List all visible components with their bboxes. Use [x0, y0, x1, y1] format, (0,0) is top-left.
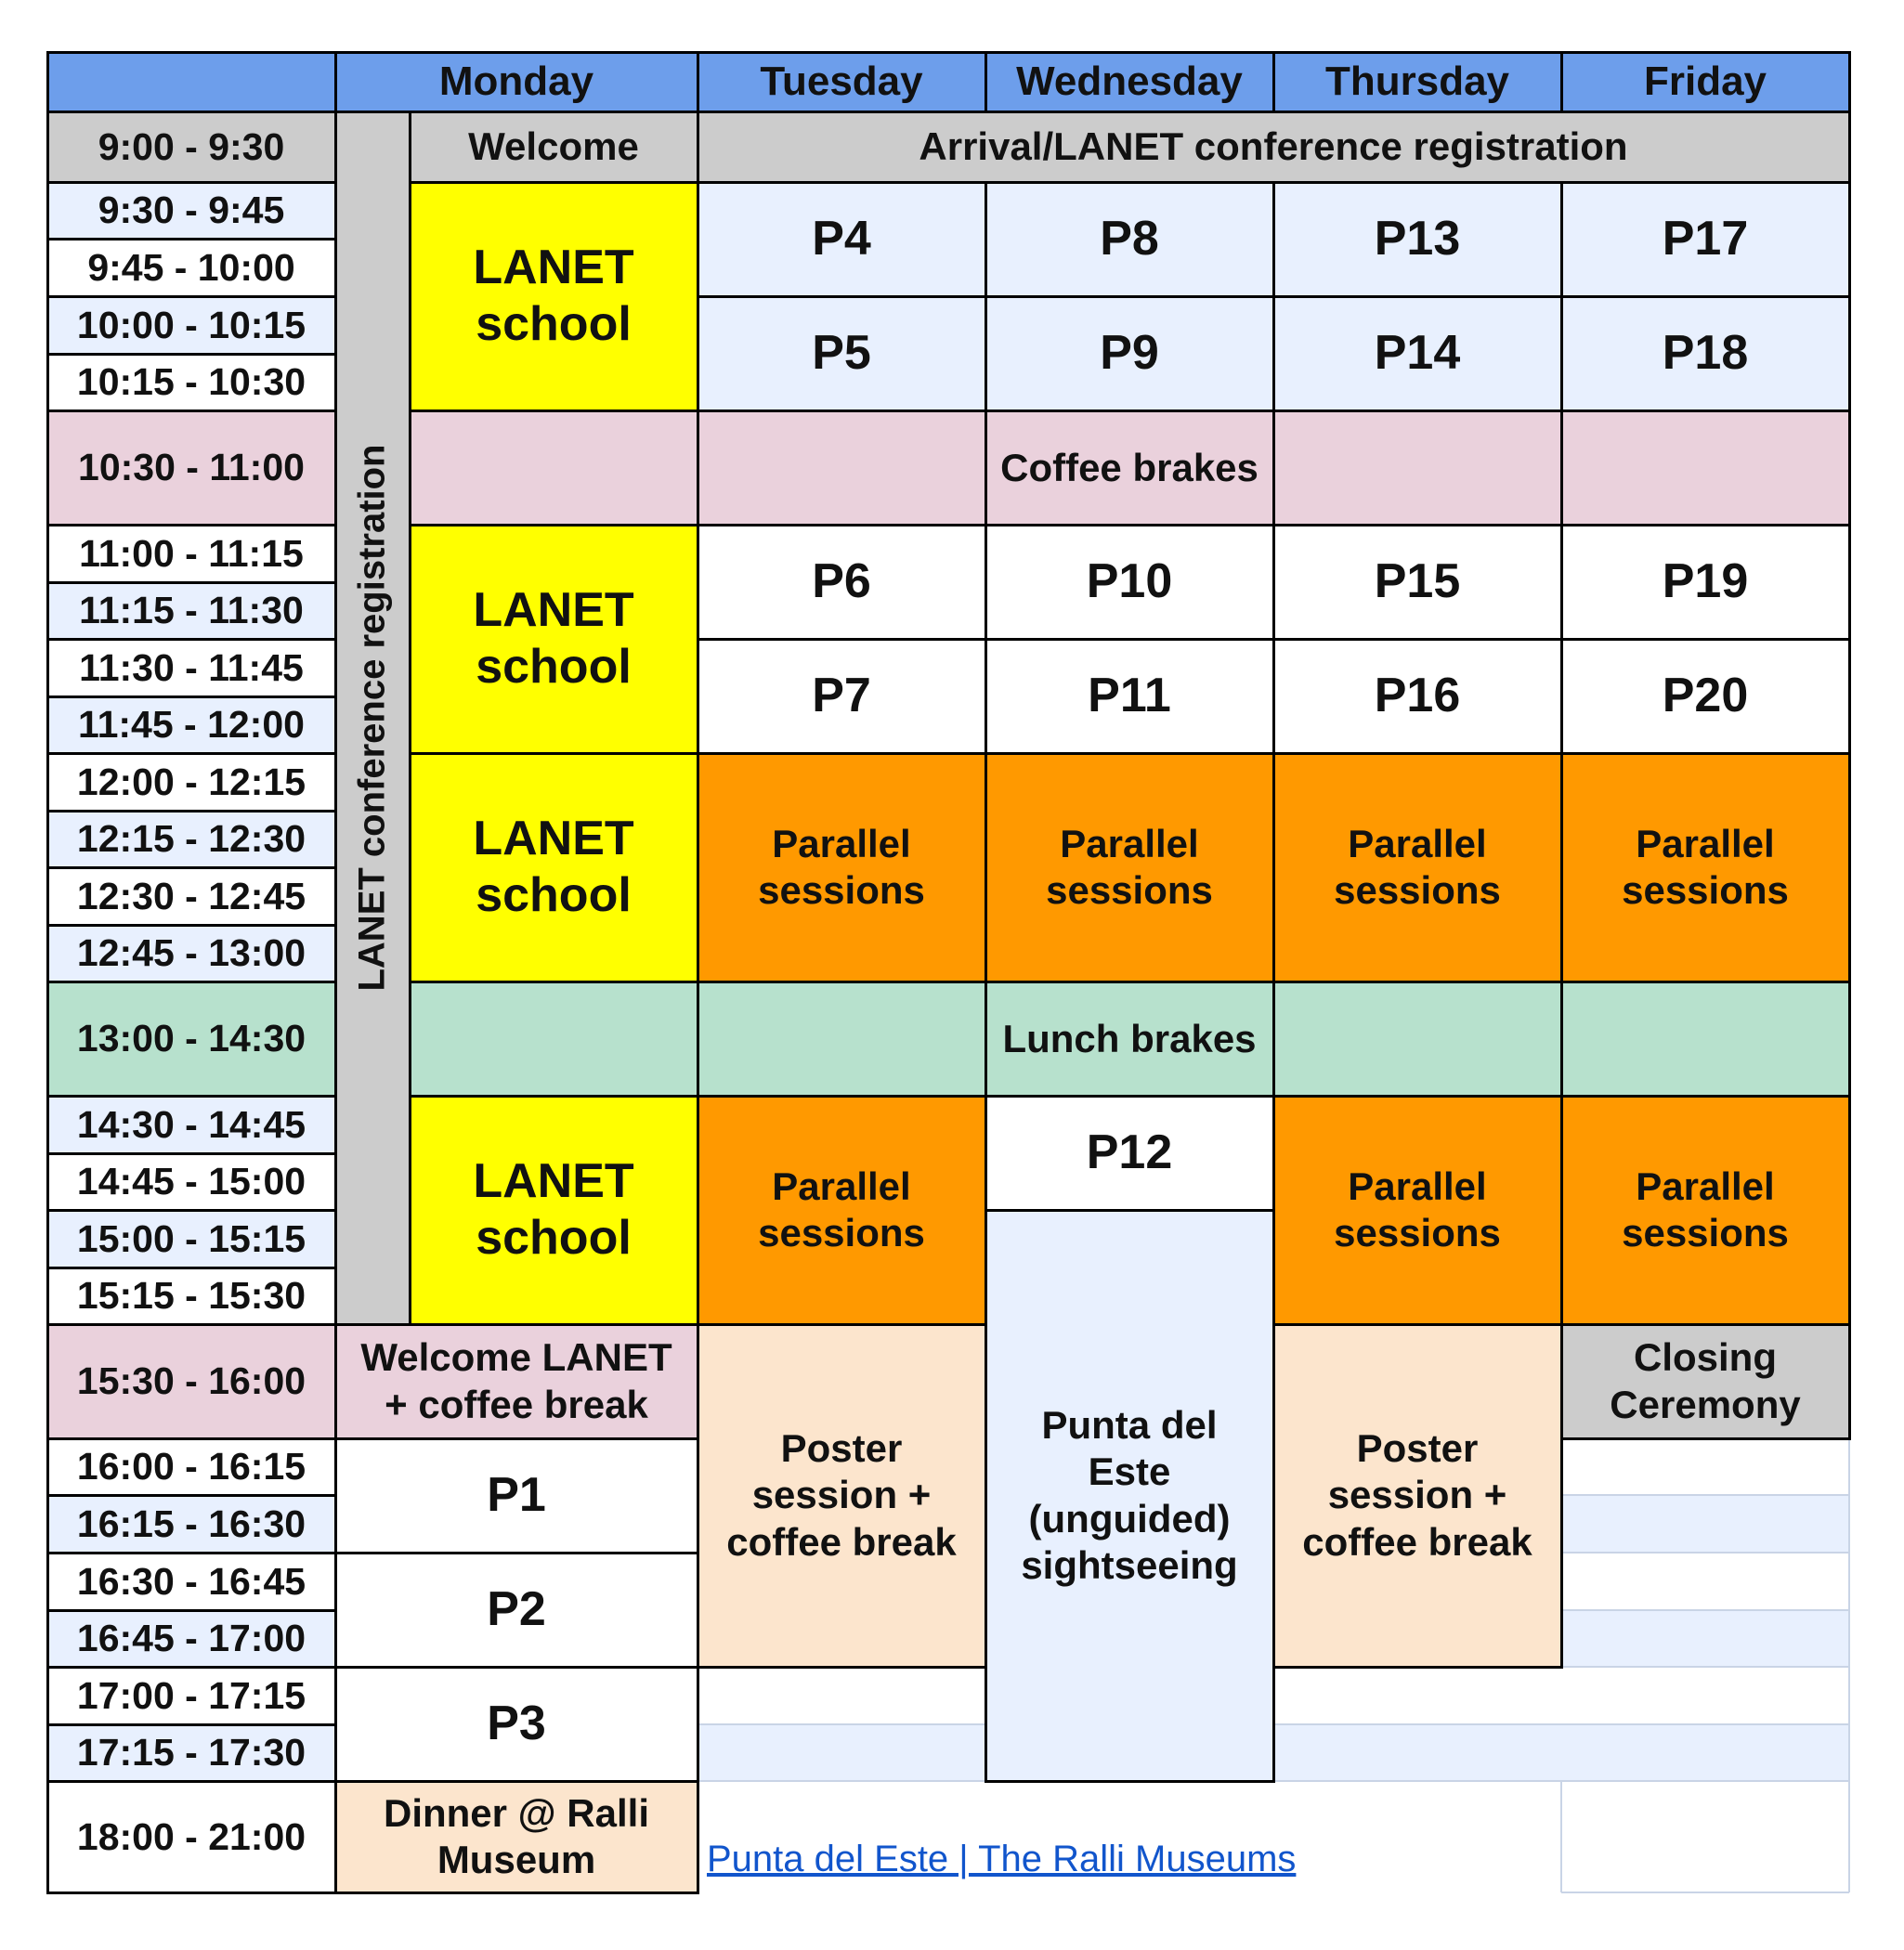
ralli-museum-link[interactable]: Punta del Este | The Ralli Museums — [707, 1838, 1297, 1879]
coffee-break-banner: Coffee brakes — [410, 410, 1849, 525]
grid-line — [46, 638, 337, 641]
grid-line — [46, 1323, 337, 1326]
time-slot: 9:45 - 10:00 — [47, 239, 335, 296]
time-slot: 16:15 - 16:30 — [47, 1495, 335, 1553]
time-slot: 16:30 - 16:45 — [47, 1553, 335, 1610]
grid-line — [334, 1437, 699, 1440]
welcome-lanet-coffee: Welcome LANET + coffee break — [335, 1324, 698, 1438]
lanet-school-block: LANET school — [410, 525, 698, 753]
session-p11: P11 — [985, 639, 1273, 753]
session-p12: P12 — [985, 1096, 1273, 1210]
session-p19: P19 — [1561, 525, 1849, 639]
grid-line — [334, 1552, 699, 1554]
time-slot: 12:15 - 12:30 — [47, 811, 335, 867]
time-slot: 11:30 - 11:45 — [47, 639, 335, 696]
grid-line — [46, 1892, 337, 1894]
empty-cell — [1561, 1553, 1849, 1610]
session-p17: P17 — [1561, 182, 1849, 296]
parallel-sessions-tuesday: Parallel sessions — [698, 753, 985, 982]
time-slot: 9:30 - 9:45 — [47, 182, 335, 239]
grid-line-light — [698, 1780, 985, 1782]
grid-line-light — [1848, 1438, 1850, 1892]
time-slot: 14:45 - 15:00 — [47, 1153, 335, 1210]
time-slot: 13:00 - 14:30 — [47, 982, 335, 1096]
grid-line — [1272, 51, 1275, 113]
grid-line — [697, 1666, 987, 1669]
grid-line — [46, 238, 337, 240]
grid-line — [409, 981, 1851, 983]
session-p2: P2 — [335, 1553, 698, 1667]
grid-line — [985, 1780, 1275, 1783]
grid-line-light — [1561, 1892, 1849, 1893]
session-p8: P8 — [985, 182, 1273, 296]
grid-line — [46, 524, 337, 526]
poster-session-tuesday: Poster session + coffee break — [698, 1324, 985, 1667]
grid-line — [46, 1152, 337, 1155]
grid-line — [409, 752, 1851, 755]
time-slot: 11:45 - 12:00 — [47, 696, 335, 753]
welcome-cell: Welcome — [410, 111, 698, 182]
sightseeing-block: Punta del Este (unguided) sightseeing — [985, 1210, 1273, 1781]
time-slot: 18:00 - 21:00 — [47, 1781, 335, 1892]
grid-line — [985, 51, 987, 113]
time-slot: 14:30 - 14:45 — [47, 1096, 335, 1153]
grid-line-light — [1561, 1780, 1849, 1782]
arrival-registration-banner: Arrival/LANET conference registration — [698, 111, 1849, 182]
session-p13: P13 — [1273, 182, 1561, 296]
grid-line — [46, 1267, 337, 1269]
empty-cell — [1273, 1667, 1561, 1724]
grid-line — [334, 1666, 699, 1669]
grid-line — [409, 524, 1851, 526]
grid-line — [1272, 181, 1275, 1783]
grid-line — [1272, 1666, 1563, 1669]
lanet-school-block: LANET school — [410, 1096, 698, 1324]
grid-line — [334, 1892, 699, 1894]
time-slot: 15:00 - 15:15 — [47, 1210, 335, 1268]
day-header-tuesday: Tuesday — [698, 52, 985, 111]
session-p16: P16 — [1273, 639, 1561, 753]
session-p10: P10 — [985, 525, 1273, 639]
session-p3: P3 — [335, 1667, 698, 1781]
grid-line-light — [698, 1723, 985, 1725]
grid-line — [334, 51, 337, 1894]
grid-line — [46, 810, 337, 812]
time-slot: 11:00 - 11:15 — [47, 525, 335, 582]
grid-line-light — [1561, 1494, 1849, 1496]
grid-line-light — [1561, 1552, 1849, 1554]
grid-line — [46, 1095, 337, 1098]
session-p7: P7 — [698, 639, 985, 753]
grid-line — [985, 181, 987, 1783]
grid-line — [46, 51, 49, 1894]
time-slot: 10:15 - 10:30 — [47, 354, 335, 410]
lanet-school-block: LANET school — [410, 182, 698, 410]
grid-line — [46, 110, 1851, 113]
grid-line — [46, 981, 337, 983]
grid-line — [334, 1323, 987, 1326]
time-slot: 12:45 - 13:00 — [47, 925, 335, 982]
time-slot: 10:30 - 11:00 — [47, 410, 335, 525]
grid-line-light — [1561, 1609, 1849, 1611]
grid-line — [697, 51, 699, 1894]
time-slot: 12:00 - 12:15 — [47, 753, 335, 811]
grid-line — [46, 696, 337, 698]
grid-line — [46, 295, 337, 298]
time-slot: 11:15 - 11:30 — [47, 582, 335, 639]
day-header-friday: Friday — [1561, 52, 1849, 111]
parallel-sessions-tuesday-pm: Parallel sessions — [698, 1096, 985, 1324]
grid-line — [1560, 1437, 1851, 1440]
session-p18: P18 — [1561, 296, 1849, 410]
day-header-thursday: Thursday — [1273, 52, 1561, 111]
empty-cell — [1561, 1438, 1849, 1495]
lunch-break-banner: Lunch brakes — [410, 982, 1849, 1096]
closing-ceremony: Closing Ceremony — [1561, 1324, 1849, 1438]
time-slot: 15:30 - 16:00 — [47, 1324, 335, 1438]
grid-line — [985, 1209, 1275, 1212]
grid-line — [46, 752, 337, 755]
grid-line-light — [1561, 1723, 1849, 1725]
grid-line — [1560, 181, 1563, 1669]
grid-line — [409, 181, 1851, 184]
time-slot: 17:00 - 17:15 — [47, 1667, 335, 1724]
empty-cell — [1561, 1667, 1849, 1724]
time-slot: 16:00 - 16:15 — [47, 1438, 335, 1495]
parallel-sessions-friday: Parallel sessions — [1561, 753, 1849, 982]
grid-line-light — [1273, 1723, 1561, 1725]
grid-line — [409, 1095, 1851, 1098]
grid-line — [46, 1609, 337, 1612]
empty-cell — [1561, 1724, 1849, 1781]
grid-line — [46, 1494, 337, 1497]
dinner-ralli-museum: Dinner @ Ralli Museum — [335, 1781, 698, 1892]
header-corner — [47, 52, 335, 111]
time-slot: 9:00 - 9:30 — [47, 111, 335, 182]
empty-cell — [698, 1667, 985, 1724]
empty-cell — [1561, 1495, 1849, 1553]
session-p15: P15 — [1273, 525, 1561, 639]
grid-line — [46, 51, 1851, 54]
grid-line — [46, 1666, 337, 1669]
grid-line — [46, 1437, 337, 1440]
grid-line — [1560, 51, 1563, 113]
time-slot: 15:15 - 15:30 — [47, 1268, 335, 1324]
empty-cell — [1273, 1724, 1561, 1781]
grid-line — [46, 866, 337, 869]
session-p4: P4 — [698, 182, 985, 296]
session-p5: P5 — [698, 296, 985, 410]
grid-line — [46, 410, 337, 412]
poster-session-thursday: Poster session + coffee break — [1273, 1324, 1561, 1667]
time-slot: 10:00 - 10:15 — [47, 296, 335, 354]
time-slot: 17:15 - 17:30 — [47, 1724, 335, 1781]
grid-line — [46, 924, 337, 927]
session-p9: P9 — [985, 296, 1273, 410]
grid-line — [409, 410, 1851, 412]
registration-vertical-banner — [335, 111, 410, 1324]
time-slot: 12:30 - 12:45 — [47, 867, 335, 925]
time-slot: 16:45 - 17:00 — [47, 1610, 335, 1667]
grid-line — [46, 1780, 337, 1783]
registration-vertical-label: LANET conference registration — [351, 444, 393, 992]
grid-line — [46, 353, 337, 356]
parallel-sessions-thursday-pm: Parallel sessions — [1273, 1096, 1561, 1324]
parallel-sessions-thursday: Parallel sessions — [1273, 753, 1561, 982]
grid-line-light — [1561, 1666, 1849, 1668]
grid-line — [46, 581, 337, 584]
grid-line-light — [1560, 1781, 1562, 1892]
grid-line — [334, 1780, 699, 1783]
parallel-sessions-friday-pm: Parallel sessions — [1561, 1096, 1849, 1324]
day-header-wednesday: Wednesday — [985, 52, 1273, 111]
grid-line — [46, 181, 337, 184]
lanet-school-block: LANET school — [410, 753, 698, 982]
empty-cell — [1561, 1610, 1849, 1667]
session-p6: P6 — [698, 525, 985, 639]
session-p14: P14 — [1273, 296, 1561, 410]
session-p1: P1 — [335, 1438, 698, 1553]
grid-line — [46, 1723, 337, 1726]
grid-line — [46, 1552, 337, 1554]
grid-line-light — [1273, 1780, 1561, 1782]
day-header-monday: Monday — [335, 52, 698, 111]
grid-line — [46, 1209, 337, 1212]
empty-cell — [698, 1724, 985, 1781]
parallel-sessions-wednesday: Parallel sessions — [985, 753, 1273, 982]
grid-line — [1848, 51, 1851, 1440]
session-p20: P20 — [1561, 639, 1849, 753]
grid-line — [409, 110, 411, 1326]
